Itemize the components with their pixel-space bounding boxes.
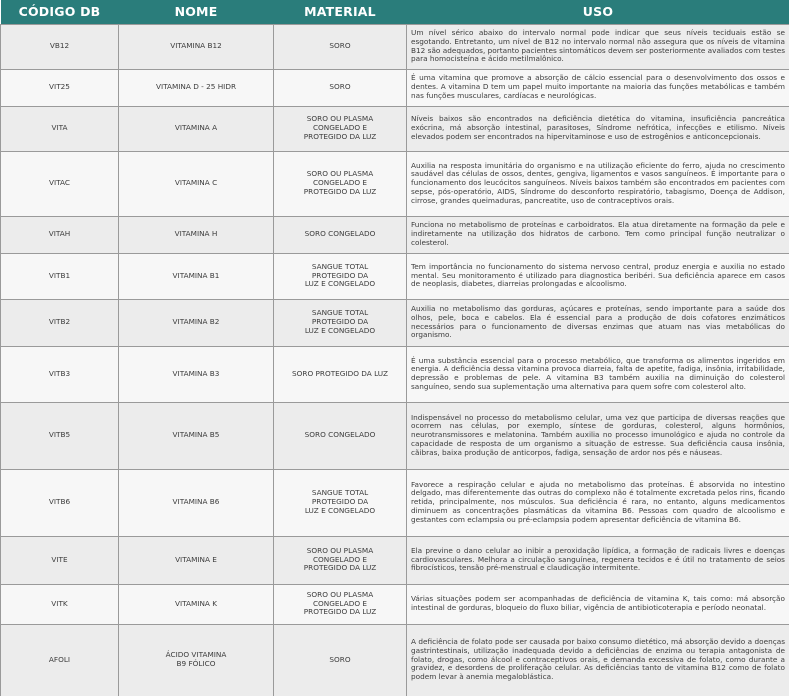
cell-code: VIT25 <box>1 69 119 106</box>
table-row <box>1 24 789 69</box>
table-row <box>1 253 789 299</box>
table-row <box>1 584 789 624</box>
cell-material: SORO OU PLASMA CONGELADO E PROTEGIDO DA LUZ <box>274 151 407 216</box>
header-uso: USO <box>407 0 789 24</box>
cell-name: VITAMINA B6 <box>119 469 274 536</box>
header-row <box>1 0 789 24</box>
table-header <box>1 0 789 24</box>
cell-code: AFOLI <box>1 624 119 696</box>
cell-name: VITAMINA C <box>119 151 274 216</box>
table-row <box>1 346 789 402</box>
cell-uso: Auxilia na resposta imunitária do organismo e na utilização eficiente do ferro, ajuda no crescimento saudável das células de ossos, dentes, gengiva, ligamentos e vasos sanguíneos. É importante para o funcionamento dos leucócitos sanguíneos. Níveis baixos também são encontrados em pacientes com sepse, pós-operatório, AIDS, Síndrome do desconforto respiratório, tabagismo, Doença de Addison, cirrose, grandes queimaduras, pancreatite, uso de contraceptivos orais. <box>407 151 789 216</box>
cell-name: VITAMINA B5 <box>119 402 274 469</box>
cell-code: VITAH <box>1 216 119 253</box>
table-row <box>1 624 789 696</box>
cell-code: VITB2 <box>1 299 119 346</box>
cell-code: VITB6 <box>1 469 119 536</box>
cell-uso: É uma substância essencial para o processo metabólico, que transforma os alimentos ingeridos em energia. A deficiência dessa vitamina provoca diarreia, falta de apetite, fadiga, insônia, irritabilidade, depressão e problemas de pele. A vitamina B3 também auxilia na diminuição do colesterol sanguíneo, sendo sua suplementação uma alternativa para quem sofre com colesterol alto. <box>407 346 789 402</box>
cell-code: VB12 <box>1 24 119 69</box>
cell-uso: Níveis baixos são encontrados na deficiência dietética do vitamina, insuficiência pancreática exócrina, má absorção intestinal, parasitoses, Síndrome nefrótica, infecções e etilismo. Níveis elevados podem ser encontrados na hipervitaminose e uso de estrogênios e anticoncepcionais. <box>407 106 789 151</box>
cell-code: VITK <box>1 584 119 624</box>
cell-material: SORO CONGELADO <box>274 402 407 469</box>
cell-name: VITAMINA H <box>119 216 274 253</box>
table-row <box>1 469 789 536</box>
cell-code: VITB1 <box>1 253 119 299</box>
cell-code: VITA <box>1 106 119 151</box>
cell-name: VITAMINA B12 <box>119 24 274 69</box>
cell-uso: Funciona no metabolismo de proteínas e carboidratos. Ela atua diretamente na formação da pele e indiretamente na utilização dos hidratos de carbono. Tem como principal função neutralizar o colesterol. <box>407 216 789 253</box>
header-material: MATERIAL <box>274 0 407 24</box>
cell-name: ÁCIDO VITAMINA B9 FÓLICO <box>119 624 274 696</box>
cell-name: VITAMINA A <box>119 106 274 151</box>
table-row <box>1 402 789 469</box>
table-row <box>1 151 789 216</box>
cell-name: VITAMINA B1 <box>119 253 274 299</box>
header-nome: NOME <box>119 0 274 24</box>
cell-uso: Várias situações podem ser acompanhadas de deficiência de vitamina K, tais como: má absorção intestinal de gorduras, bloqueio do fluxo biliar, vigência de antibioticoterapia e período neonatal. <box>407 584 789 624</box>
cell-material: SORO OU PLASMA CONGELADO E PROTEGIDO DA LUZ <box>274 536 407 584</box>
cell-code: VITE <box>1 536 119 584</box>
cell-material: SANGUE TOTAL PROTEGIDO DA LUZ E CONGELADO <box>274 253 407 299</box>
table-row <box>1 106 789 151</box>
cell-material: SORO CONGELADO <box>274 216 407 253</box>
cell-code: VITAC <box>1 151 119 216</box>
table-row <box>1 299 789 346</box>
cell-material: SORO <box>274 624 407 696</box>
cell-uso: Tem importância no funcionamento do sistema nervoso central, produz energia e auxilia no estado mental. Seu monitoramento é utilizado para diagnostica beribéri. Sua deficiência aparece em casos de neoplasis, diabetes, diarreias prolongadas e alcoolismo. <box>407 253 789 299</box>
cell-uso: É uma vitamina que promove a absorção de cálcio essencial para o desenvolvimento dos ossos e dentes. A vitamina D tem um papel muito importante na maioria das funções metabólicas e também nas funções musculares, cardíacas e neurológicas. <box>407 69 789 106</box>
cell-uso: A deficiência de folato pode ser causada por baixo consumo dietético, má absorção devido a doenças gastrintestinais, utilização inadequada devido a deficiências de enzima ou terapia antagonista de folato, drogas, como álcool e contraceptivos orais, e demanda excessiva de folato, como durante a gravidez, e desordens de proliferação celular. As deficiências tanto de vitamina B12 como de folato podem levar à anemia megaloblástica. <box>407 624 789 696</box>
table-row <box>1 69 789 106</box>
header-codigo-db: CÓDIGO DB <box>1 0 119 24</box>
cell-name: VITAMINA B3 <box>119 346 274 402</box>
table-row <box>1 536 789 584</box>
cell-name: VITAMINA K <box>119 584 274 624</box>
cell-uso: Indispensável no processo do metabolismo celular, uma vez que participa de diversas reações que ocorrem nas células, por exemplo, síntese de gorduras, colesterol, alguns hormônios, neurotransmissores e melatonina. Também auxilia no processo imunológico e ajuda no controle da capacidade de resposta de um organismo a situação de estresse. Sua deficiência causa insônia, cãibras, baixa produção de anticorpos, fadiga, sensação de ardor nos pés e náuseas. <box>407 402 789 469</box>
cell-material: SANGUE TOTAL PROTEGIDO DA LUZ E CONGELADO <box>274 469 407 536</box>
cell-code: VITB5 <box>1 402 119 469</box>
cell-material: SORO <box>274 24 407 69</box>
table-body <box>1 24 789 696</box>
cell-material: SANGUE TOTAL PROTEGIDO DA LUZ E CONGELADO <box>274 299 407 346</box>
cell-code: VITB3 <box>1 346 119 402</box>
cell-uso: Um nível sérico abaixo do intervalo normal pode indicar que seus níveis teciduais estão se esgotando. Entretanto, um nível de B12 no intervalo normal não assegura que os níveis de vitamina B12 são adequados, portanto pacientes sintomáticos devem ser posteriormente avaliados com testes para homocisteína e ácido metilmalônico. <box>407 24 789 69</box>
cell-material: SORO OU PLASMA CONGELADO E PROTEGIDO DA LUZ <box>274 106 407 151</box>
cell-material: SORO <box>274 69 407 106</box>
cell-material: SORO PROTEGIDO DA LUZ <box>274 346 407 402</box>
table-row <box>1 216 789 253</box>
cell-uso: Favorece a respiração celular e ajuda no metabolismo das proteínas. É absorvida no intestino delgado, mas diferentemente das outras do complexo não é totalmente excretada pelos rins, ficando retida, principalmente, nos músculos. Sua deficiência é rara, no entanto, alguns medicamentos diminuem as concentrações plasmáticas da vitamina B6. Pessoas com quadro de alcoolismo e gestantes com eclampsia ou pré-eclampsia podem apresentar deficiência de vitamina B6. <box>407 469 789 536</box>
cell-material: SORO OU PLASMA CONGELADO E PROTEGIDO DA LUZ <box>274 584 407 624</box>
cell-uso: Auxilia no metabolismo das gorduras, açúcares e proteínas, sendo importante para a saúde dos olhos, pele, boca e cabelos. Ela é essencial para a produção de dois cofatores enzimáticos necessários para o funcionamento de diversas enzimas que atuam nas vias metabólicas do organismo. <box>407 299 789 346</box>
cell-name: VITAMINA E <box>119 536 274 584</box>
cell-uso: Ela previne o dano celular ao inibir a peroxidação lipídica, a formação de radicais livres e doenças cardiovasculares. Melhora a circulação sanguínea, regenera tecidos e é útil no tratamento de seios fibrocísticos, tensão pré-menstrual e claudicação intermitente. <box>407 536 789 584</box>
cell-name: VITAMINA B2 <box>119 299 274 346</box>
cell-name: VITAMINA D - 25 HIDR <box>119 69 274 106</box>
